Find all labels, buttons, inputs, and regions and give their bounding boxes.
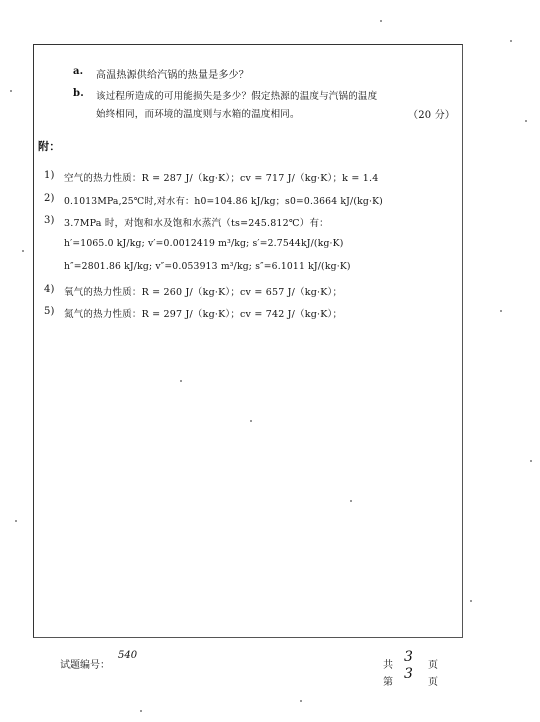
total-pages-value: 3: [404, 649, 413, 665]
appendix-item2-num: 2): [44, 193, 55, 204]
question-b-text-line1: 该过程所造成的可用能损失是多少？假定热源的温度与汽锅的温度: [96, 91, 378, 102]
appendix-item4-num: 4): [44, 284, 55, 295]
question-b-score: （20 分）: [408, 110, 456, 121]
appendix-item3-line-b: h″=2801.86 kJ/kg; v″=0.053913 m³/kg; s″=6.1011 kJ/(kg·K): [64, 261, 351, 272]
question-a-letter: a.: [73, 66, 84, 77]
appendix-item1-text: 空气的热力性质：R = 287 J/（kg·K）；cv = 717 J/（kg·K）；k = 1.4: [64, 173, 379, 184]
question-b-letter: b.: [73, 88, 84, 99]
question-a-text: 高温热源供给汽锅的热量是多少？: [96, 70, 249, 81]
page-number-value: 3: [404, 666, 413, 682]
appendix-item2-text: 0.1013MPa,25℃时,对水有：h0=104.86 kJ/kg；s0=0.3664 kJ/(kg·K): [64, 196, 383, 207]
appendix-heading: 附：: [38, 140, 61, 153]
appendix-item3-text: 3.7MPa 时，对饱和水及饱和水蒸汽（ts=245.812℃）有：: [64, 218, 329, 229]
appendix-item5-num: 5): [44, 306, 55, 317]
page-border: [33, 44, 463, 638]
appendix-item5-text: 氮气的热力性质：R = 297 J/（kg·K）；cv = 742 J/（kg·K）；: [64, 309, 343, 320]
appendix-item4-text: 氧气的热力性质：R = 260 J/（kg·K）；cv = 657 J/（kg·K）；: [64, 287, 343, 298]
appendix-item3-line-a: h′=1065.0 kJ/kg; v′=0.0012419 m³/kg; s′=2.7544kJ/(kg·K): [64, 238, 344, 249]
appendix-item1-num: 1): [44, 170, 55, 181]
exam-number-label: 试题编号：: [60, 660, 110, 671]
exam-number-value: 540: [118, 650, 138, 661]
page-number-prefix: 第: [383, 677, 393, 688]
page-number-suffix: 页: [428, 677, 438, 688]
appendix-item3-num: 3): [44, 215, 55, 226]
question-b-text-line2: 始终相同，而环境的温度则与水箱的温度相同。: [96, 109, 300, 120]
total-pages-prefix: 共: [383, 660, 393, 671]
total-pages-suffix: 页: [428, 660, 438, 671]
